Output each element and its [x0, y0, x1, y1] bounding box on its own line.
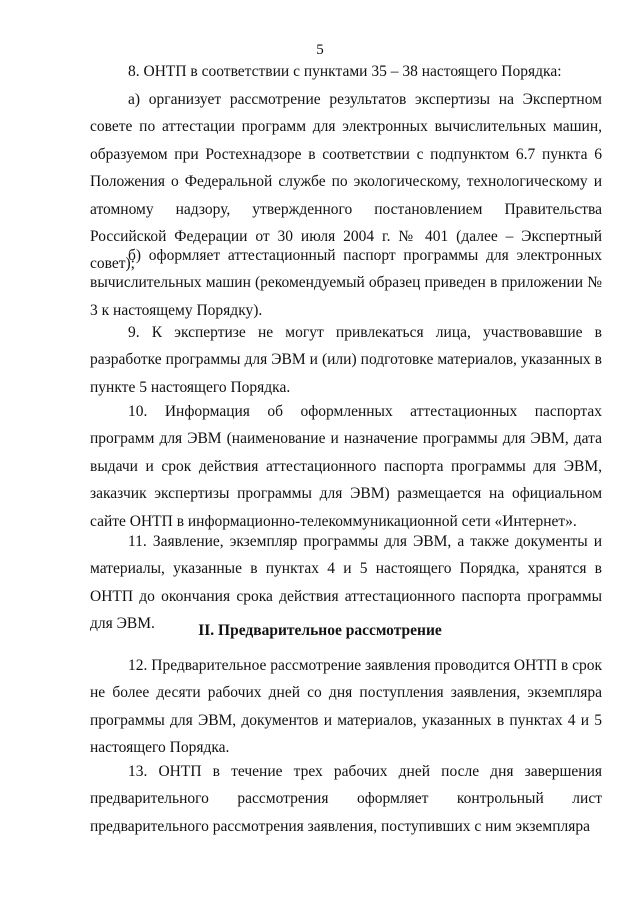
paragraph-8a: а) организует рассмотрение результатов экспертизы на Экспертном совете по аттестации программ для электронных вычислительных машин, образуемом при Ростехнадзоре в соответствии с подпунктом 6.7 пункта 6 Положения о Федеральной службе по экологическому, технологическому и атомному надзору, утвержденного постановлением Правительства Российской Федерации от 30 июля 2004 г. № 401 (далее – Экспертный совет);: [90, 91, 602, 273]
paragraph-11: 11. Заявление, экземпляр программы для ЭВМ, а также документы и материалы, указанные в пунктах 4 и 5 настоящего Порядка, хранятся в ОНТП до окончания срока действия аттестационного паспорта программы для ЭВМ.: [90, 533, 602, 633]
paragraph-8: 8. ОНТП в соответствии с пунктами 35 – 38 настоящего Порядка:: [128, 63, 562, 80]
paragraph-8b: б) оформляет аттестационный паспорт программы для электронных вычислительных машин (рекомендуемый образец приведен в приложении № 3 к настоящему Порядку).: [90, 247, 602, 319]
paragraph-12: 12. Предварительное рассмотрение заявления проводится ОНТП в срок не более десяти рабочих дней со дня поступления заявления, экземпляра программы для ЭВМ, документов и материалов, указанных в пунктах 4 и 5 настоящего Порядка.: [90, 657, 602, 757]
paragraph-9: 9. К экспертизе не могут привлекаться лица, участвовавшие в разработке программы для ЭВМ и (или) подготовке материалов, указанных в пункте 5 настоящего Порядка.: [90, 324, 602, 396]
page-number: 5: [316, 42, 324, 58]
section-heading: II. Предварительное рассмотрение: [198, 622, 442, 639]
paragraph-10: 10. Информация об оформленных аттестационных паспортах программ для ЭВМ (наименование и назначение программы для ЭВМ, дата выдачи и срок действия аттестационного паспорта программы для ЭВМ, заказчик экспертизы программы для ЭВМ) размещается на официальном сайте ОНТП в информационно-телекоммуникационной сети «Интернет».: [90, 403, 602, 530]
paragraph-13: 13. ОНТП в течение трех рабочих дней после дня завершения предварительного рассмотрения оформляет контрольный лист предварительного рассмотрения заявления, поступивших с ним экземпляра: [90, 763, 602, 835]
